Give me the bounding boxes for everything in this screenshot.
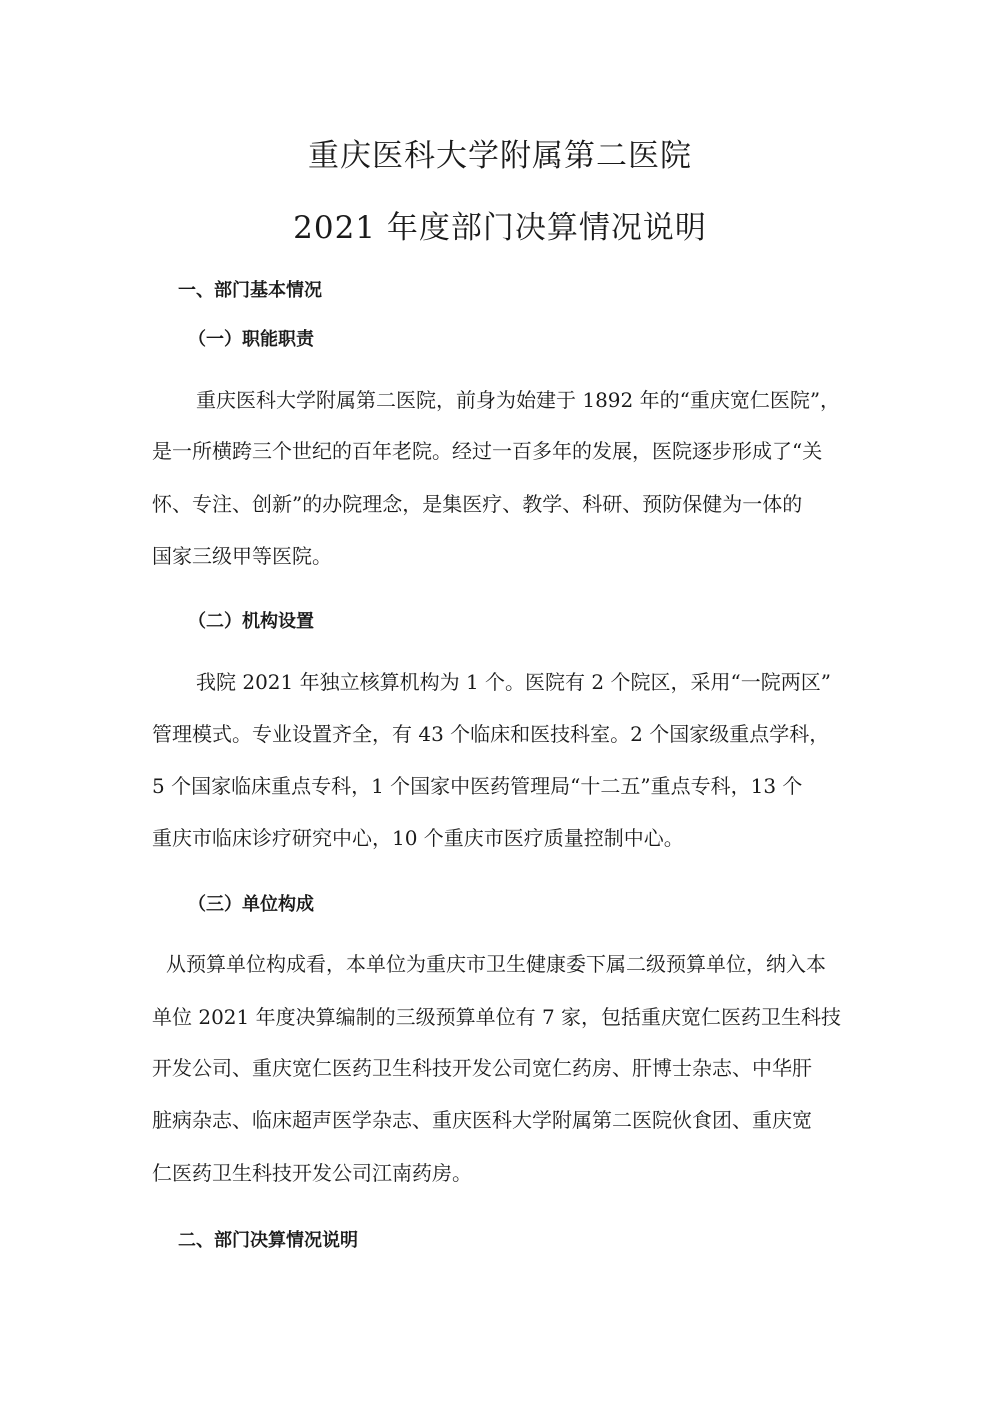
document-title-line1: 重庆医科大学附属第二医院 bbox=[308, 138, 692, 174]
paragraph-line: 是一所横跨三个世纪的百年老院。经过一百多年的发展，医院逐步形成了“关 bbox=[152, 439, 823, 463]
paragraph-line: 怀、专注、创新”的办院理念，是集医疗、教学、科研、预防保健为一体的 bbox=[152, 492, 803, 516]
paragraph-line: 重庆市临床诊疗研究中心，10 个重庆市医疗质量控制中心。 bbox=[152, 826, 684, 850]
section2-heading: 二、部门决算情况说明 bbox=[178, 1230, 358, 1251]
paragraph-line: 5 个国家临床重点专科，1 个国家中医药管理局“十二五”重点专科，13 个 bbox=[152, 774, 803, 798]
paragraph-line: 管理模式。专业设置齐全，有 43 个临床和医技科室。2 个国家级重点学科， bbox=[152, 722, 830, 746]
paragraph-line: 开发公司、重庆宽仁医药卫生科技开发公司宽仁药房、肝博士杂志、中华肝 bbox=[152, 1056, 812, 1080]
paragraph-line: 脏病杂志、临床超声医学杂志、重庆医科大学附属第二医院伙食团、重庆宽 bbox=[152, 1108, 812, 1132]
document-title-line2: 2021 年度部门决算情况说明 bbox=[293, 210, 707, 246]
subsection3-heading: （三）单位构成 bbox=[188, 894, 314, 915]
paragraph-line: 从预算单位构成看，本单位为重庆市卫生健康委下属二级预算单位，纳入本 bbox=[166, 952, 826, 976]
paragraph-line: 单位 2021 年度决算编制的三级预算单位有 7 家，包括重庆宽仁医药卫生科技 bbox=[152, 1005, 842, 1029]
section1-heading: 一、部门基本情况 bbox=[178, 280, 322, 301]
subsection1-heading: （一）职能职责 bbox=[188, 329, 314, 350]
paragraph-line: 国家三级甲等医院。 bbox=[152, 544, 332, 568]
paragraph-line: 我院 2021 年独立核算机构为 1 个。医院有 2 个院区，采用“一院两区” bbox=[196, 670, 831, 694]
paragraph-line: 仁医药卫生科技开发公司江南药房。 bbox=[152, 1161, 472, 1185]
paragraph-line: 重庆医科大学附属第二医院，前身为始建于 1892 年的“重庆宽仁医院”， bbox=[196, 388, 841, 412]
subsection2-heading: （二）机构设置 bbox=[188, 611, 314, 632]
